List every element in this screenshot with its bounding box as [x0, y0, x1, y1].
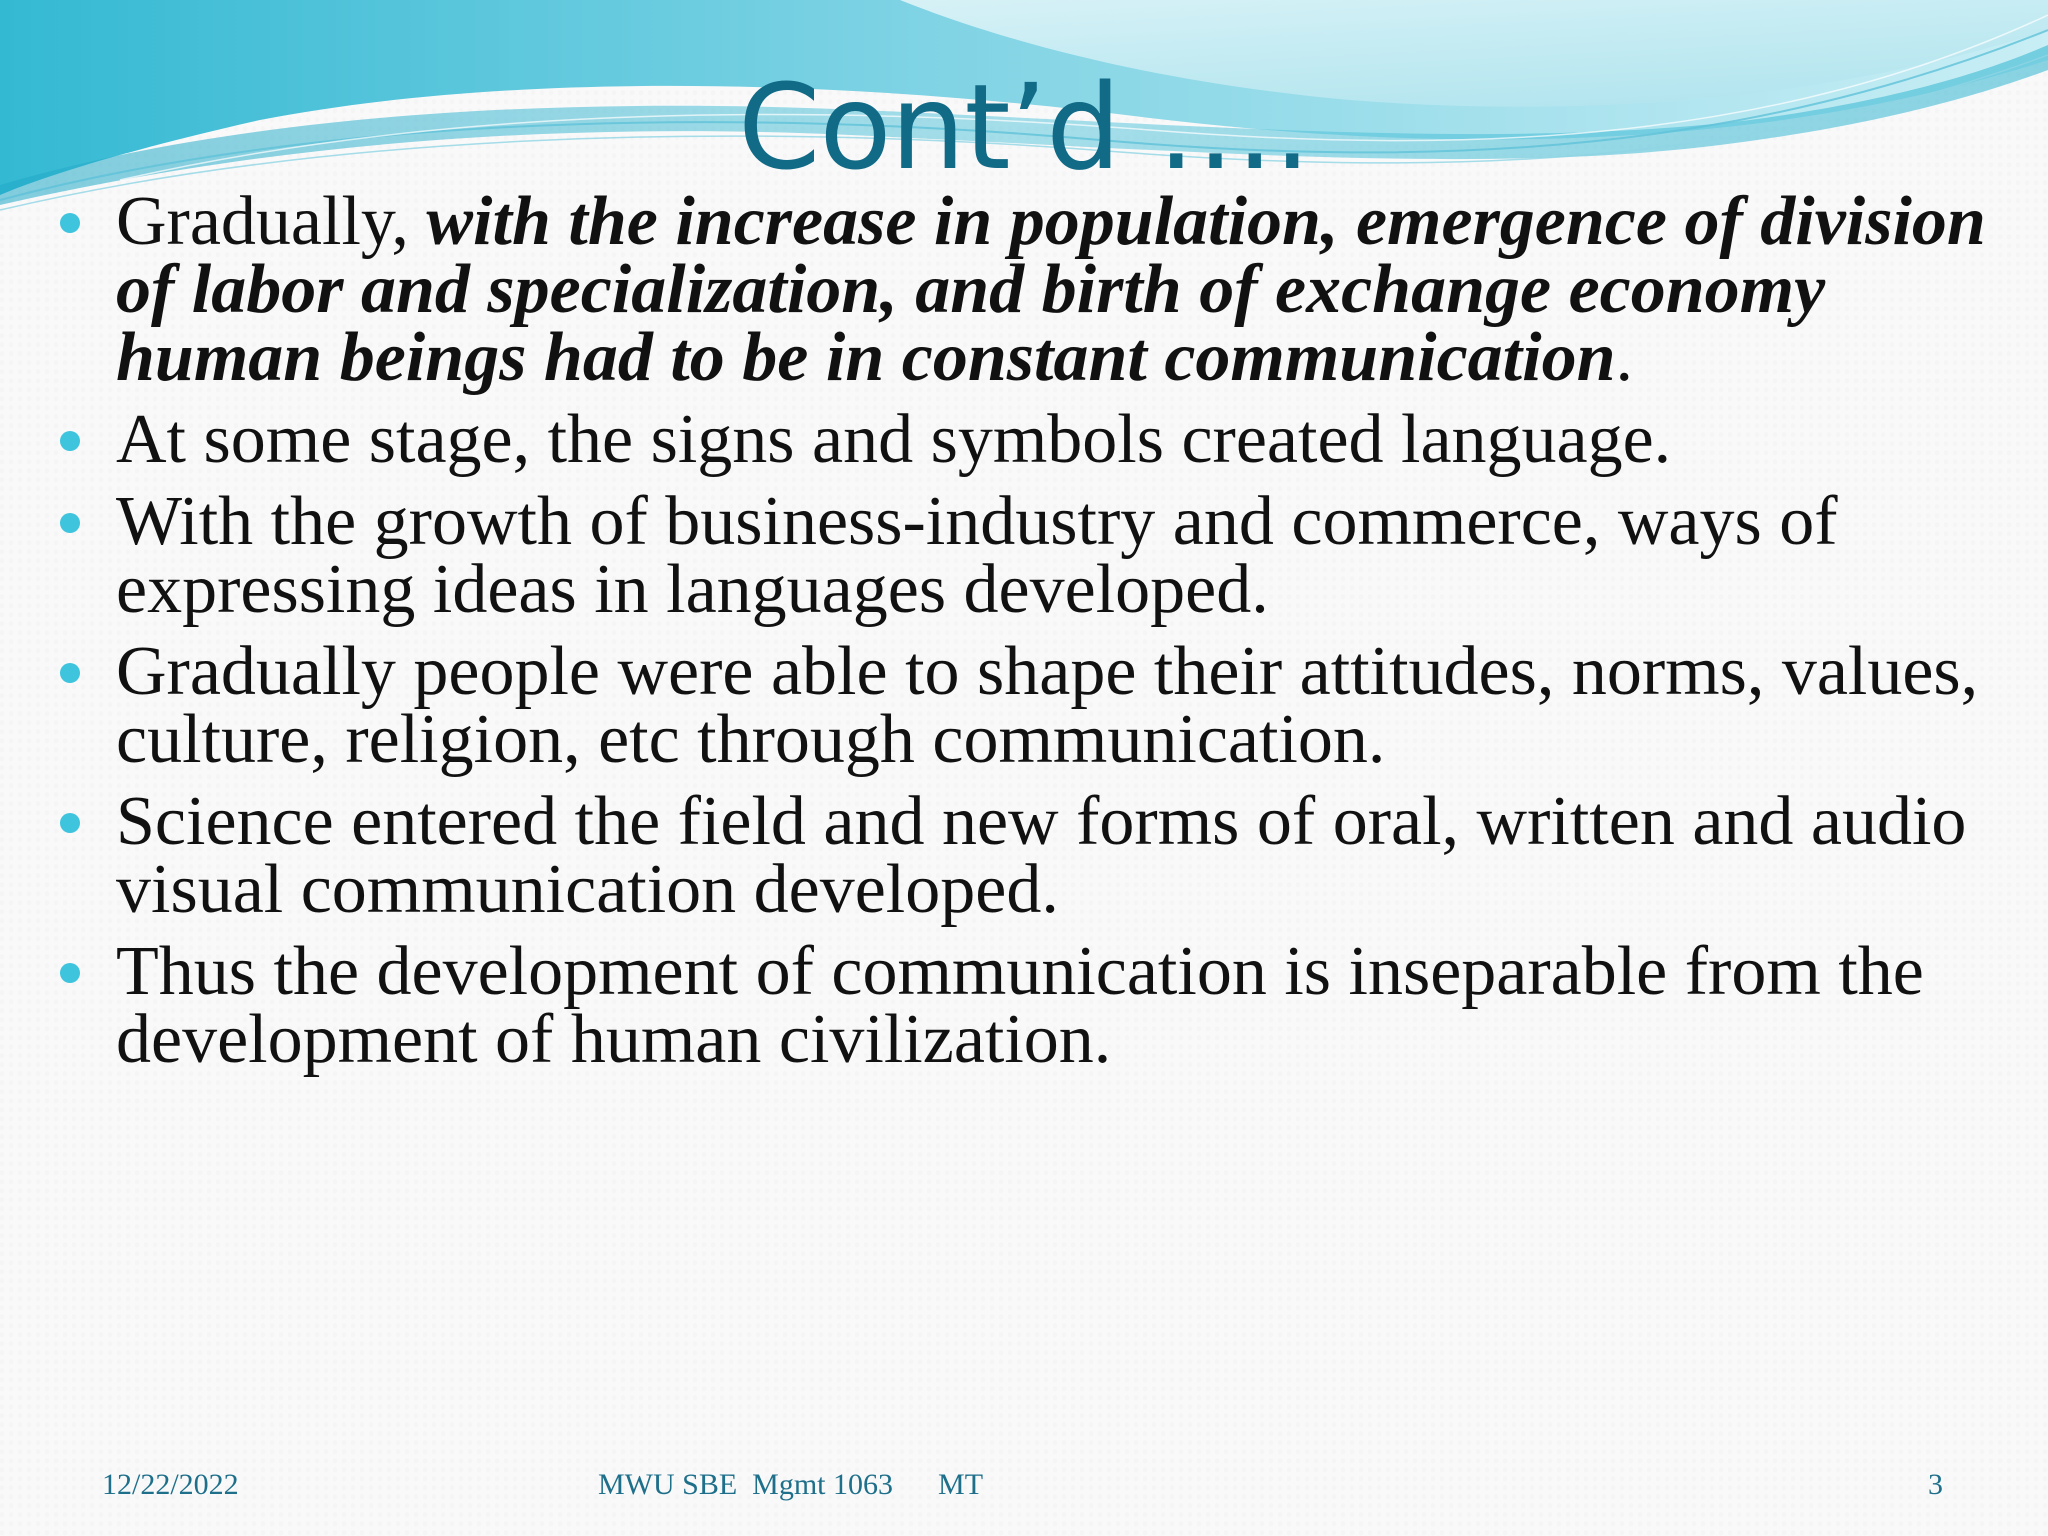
bullet-tail-text: .	[1615, 319, 1633, 396]
slide-title: Cont’d ….	[737, 58, 1311, 196]
bullet-item	[58, 933, 2008, 1078]
bullet-item	[58, 633, 2008, 778]
bullet-marker-icon	[60, 663, 80, 683]
bullet-marker-icon	[60, 513, 80, 533]
bullet-marker-icon	[60, 431, 80, 451]
bullet-text: Thus the development of communication is inseparable from the development of human civilization.	[116, 933, 1924, 1078]
bullet-emphasis-text: with the increase in population, emergence of division of labor and specialization, and birth of exchange economy human beings had to be in constant communication	[116, 183, 1986, 396]
bullet-text: Gradually people were able to shape their attitudes, norms, values, culture, religion, etc through communication.	[116, 633, 1979, 778]
bullet-marker-icon	[60, 963, 80, 983]
bullet-list	[58, 183, 2008, 1088]
bullet-marker-icon	[60, 213, 80, 233]
bullet-item	[58, 183, 2008, 396]
bullet-item	[58, 401, 2008, 478]
bullet-lead-text: Gradually,	[116, 183, 427, 260]
bullet-text: At some stage, the signs and symbols created language.	[116, 401, 1672, 478]
footer-course-label: MWU SBE Mgmt 1063 MT	[598, 1468, 984, 1501]
footer-date: 12/22/2022	[102, 1468, 239, 1501]
bullet-text: With the growth of business-industry and commerce, ways of expressing ideas in languages developed.	[116, 483, 1838, 628]
bullet-marker-icon	[60, 813, 80, 833]
bullet-item	[58, 783, 2008, 928]
bullet-item	[58, 483, 2008, 628]
bullet-text: Science entered the field and new forms of oral, written and audio visual communication developed.	[116, 783, 1967, 928]
slide-number: 3	[1928, 1468, 1943, 1501]
